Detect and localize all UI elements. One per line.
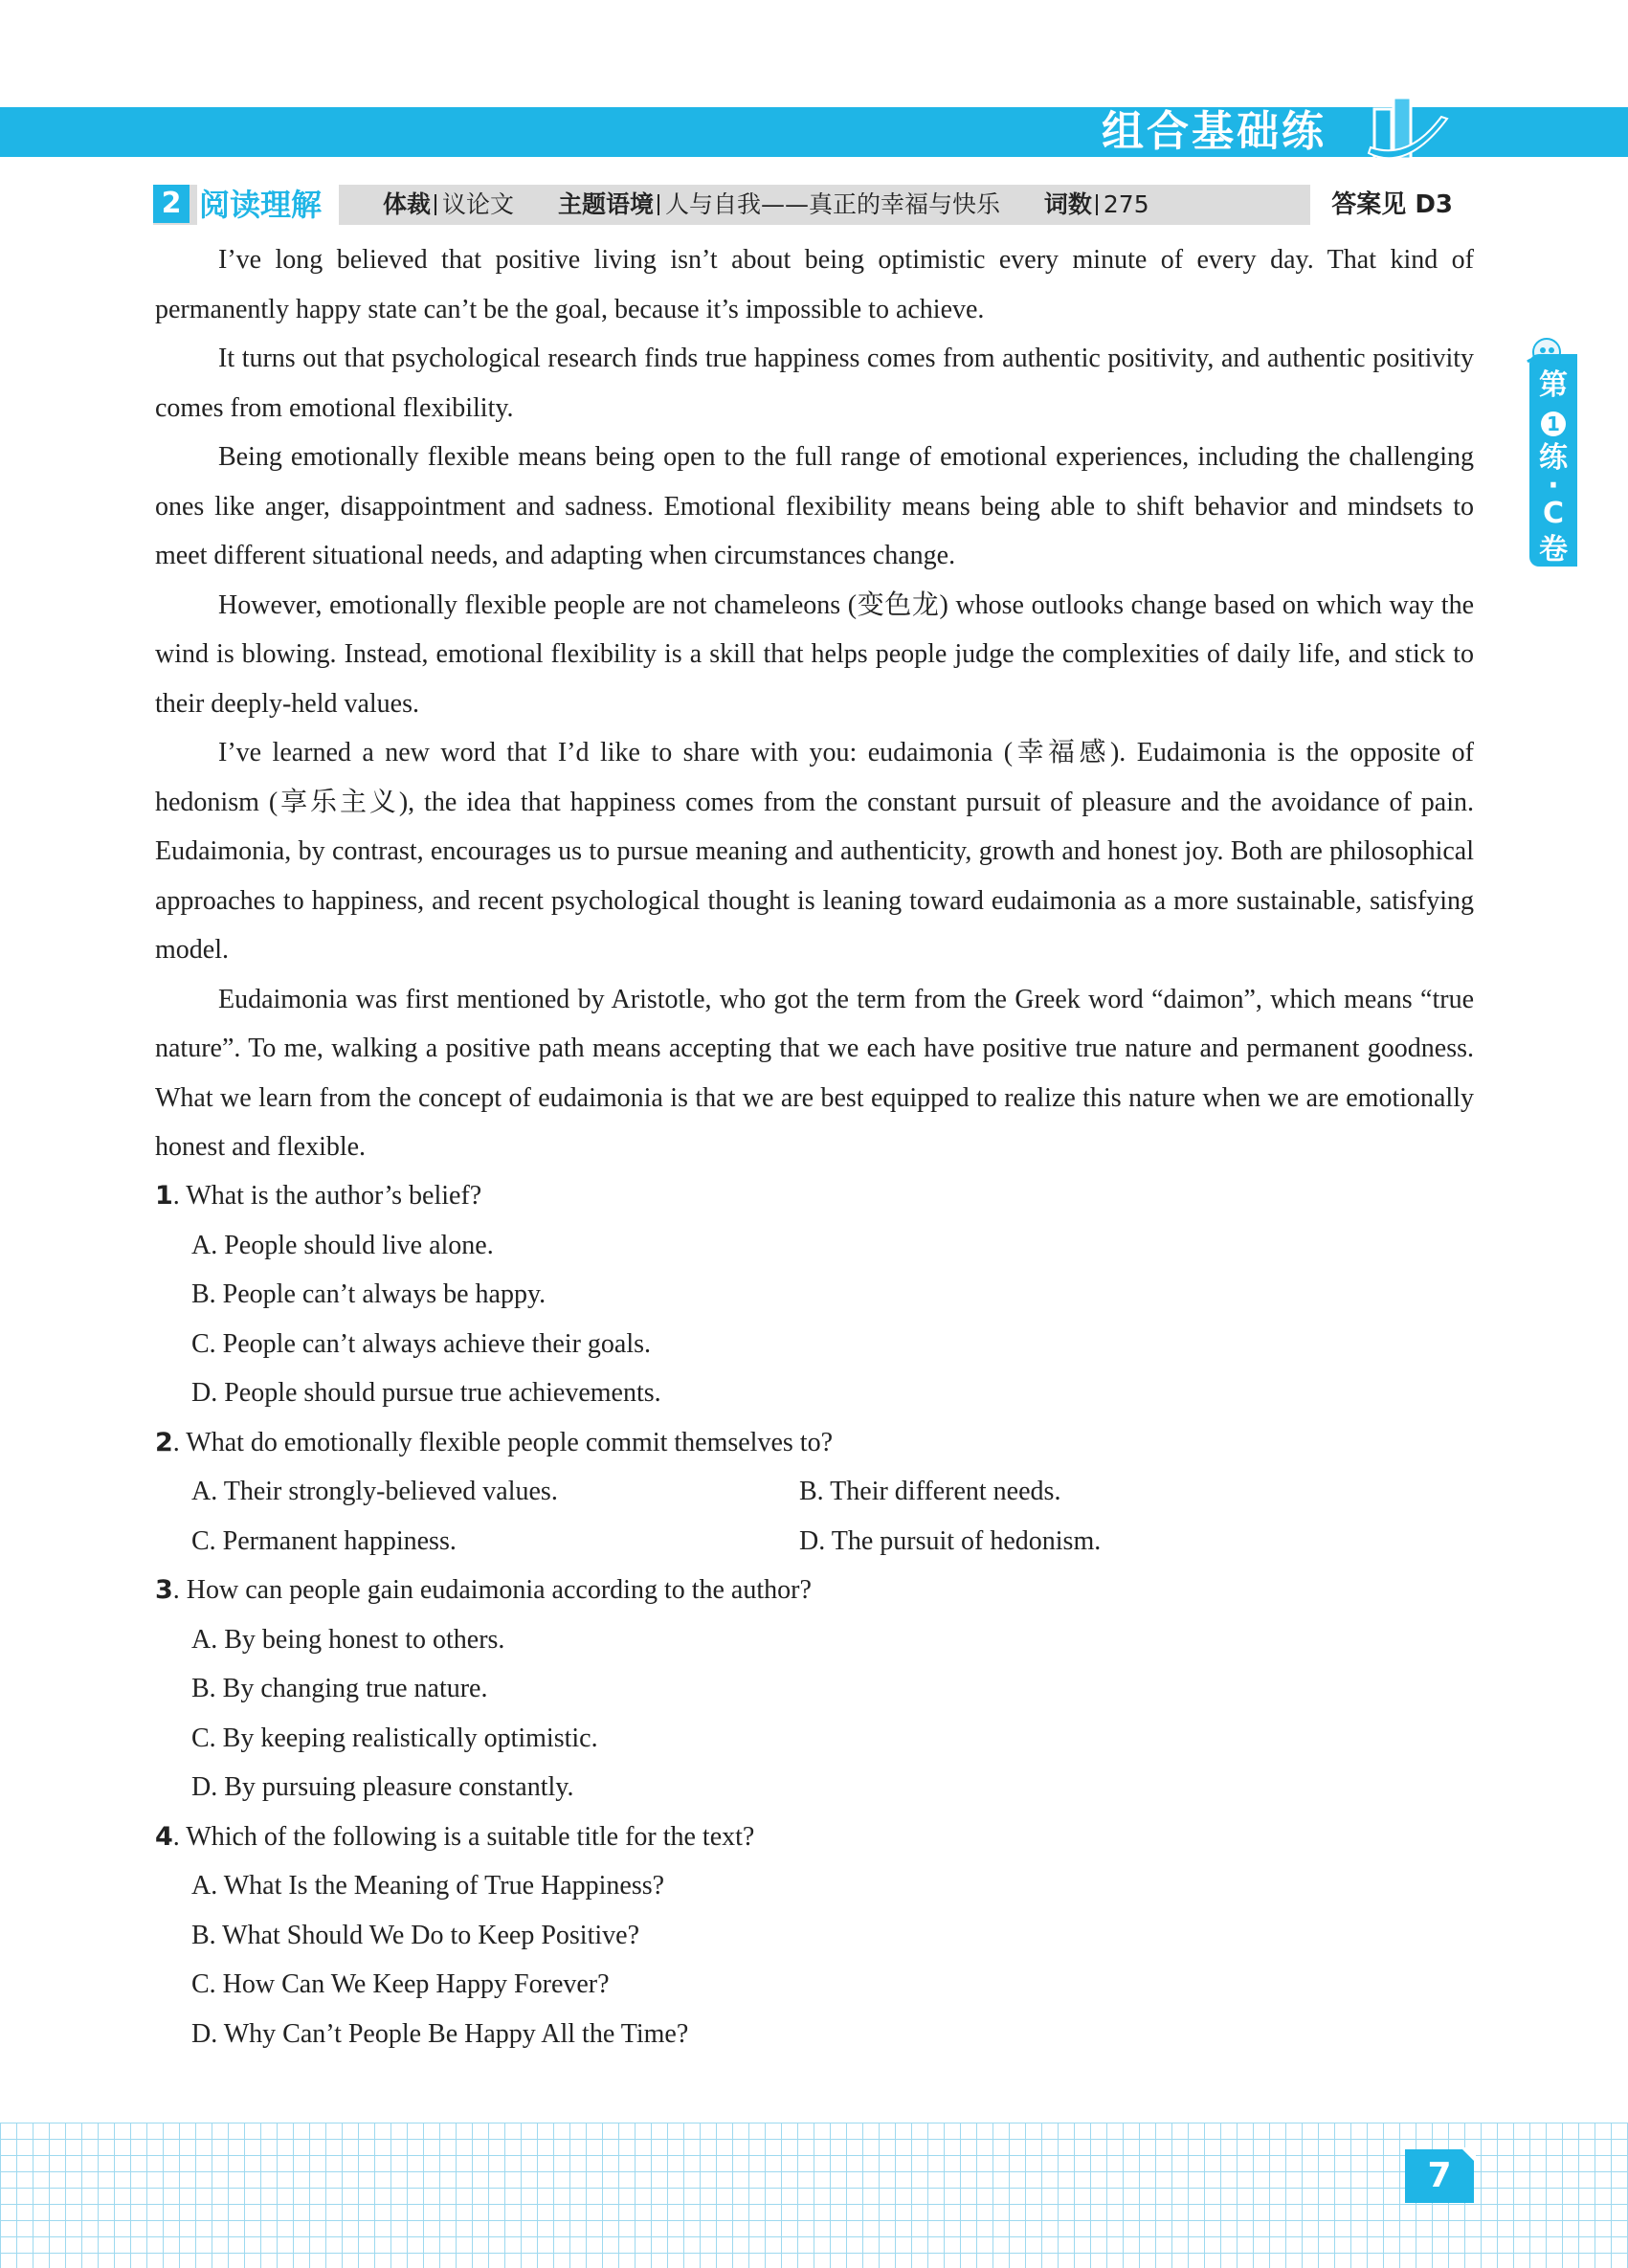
separator xyxy=(435,194,436,215)
separator xyxy=(1096,194,1098,215)
answer-option: A. What Is the Meaning of True Happiness? xyxy=(191,1871,665,1901)
section-title: 阅读理解 xyxy=(197,185,339,225)
side-tab-line: · xyxy=(1548,469,1559,502)
answer-option: B. People can’t always be happy. xyxy=(191,1279,546,1309)
paragraph: I’ve learned a new word that I’d like to share with you: eudaimonia (幸福感). Eudaimonia is the opposite of hedonism (享乐主义), the idea that happiness comes from the constant pursuit of pleasure and the avoidance of pain. Eudaimonia, by contrast, encourages us to pursue meaning and authenticity, growth and honest joy. Both are philosophical approaches to happiness, and recent psychological thought is leaning toward eudaimonia as a more sustainable, satisfying model. xyxy=(155,738,1474,965)
paragraph: Eudaimonia was first mentioned by Aristotle, who got the term from the Greek word “daimon”, which means “true nature”. To me, walking a positive path means accepting that we each have positive true nature and permanent goodness. What we learn from the concept of eudaimonia is that we are best equipped to realize this nature when we are emotionally honest and flexible. xyxy=(155,984,1474,1162)
answer-option: B. By changing true nature. xyxy=(191,1674,488,1703)
answer-option: B. Their different needs. xyxy=(799,1477,1061,1506)
side-tab-line: 第 xyxy=(1539,368,1568,402)
question-text: . What is the author’s belief? xyxy=(172,1181,482,1211)
option-row xyxy=(191,1517,1474,1567)
banner-title: 组合基础练 xyxy=(1102,107,1327,156)
question-number: 4 xyxy=(155,1821,173,1852)
page-number: 7 xyxy=(1405,2149,1474,2203)
separator xyxy=(658,194,659,215)
wordcount-label: 词数 xyxy=(1043,190,1092,218)
question-list xyxy=(155,1171,1474,2058)
answer-option: C. People can’t always achieve their goals. xyxy=(191,1328,651,1359)
side-tab-line: 卷 xyxy=(1539,533,1568,567)
reading-passage xyxy=(155,235,1474,1172)
answer-option: A. People should live alone. xyxy=(191,1230,494,1260)
wordcount-value: 275 xyxy=(1103,190,1149,218)
question-number: 2 xyxy=(155,1427,173,1457)
answer-reference: 答案见 D3 xyxy=(1310,185,1474,225)
genre-value: 议论文 xyxy=(442,190,515,218)
paragraph: It turns out that psychological research finds true happiness comes from authentic positivity, and authentic positivity comes from emotional flexibility. xyxy=(155,344,1474,423)
genre-label: 体裁 xyxy=(383,190,432,218)
theme-value: 人与自我——真正的幸福与快乐 xyxy=(664,190,1000,218)
answer-option: C. Permanent happiness. xyxy=(191,1525,457,1556)
side-tab-label xyxy=(1529,367,1577,568)
answer-option: D. People should pursue true achievements. xyxy=(191,1378,661,1408)
question-text: . Which of the following is a suitable title for the text? xyxy=(172,1821,755,1852)
question-text: . How can people gain eudaimonia according to the author? xyxy=(172,1575,812,1605)
question-stem xyxy=(155,1566,1474,1615)
answer-option: D. The pursuit of hedonism. xyxy=(799,1525,1102,1556)
book-logo-icon xyxy=(1359,92,1455,168)
side-tab-line: 练 xyxy=(1539,441,1568,475)
answer-option: D. Why Can’t People Be Happy All the Time? xyxy=(191,2018,689,2049)
question-number: 1 xyxy=(155,1181,173,1211)
question-stem xyxy=(155,1812,1474,1862)
answer-option: B. What Should We Do to Keep Positive? xyxy=(191,1920,640,1950)
footer-grid xyxy=(0,2123,1628,2268)
section-number: 2 xyxy=(153,185,190,223)
section-meta xyxy=(383,185,1149,225)
answer-option: C. How Can We Keep Happy Forever? xyxy=(191,1969,610,1999)
answer-option: A. By being honest to others. xyxy=(191,1624,505,1655)
paragraph: However, emotionally flexible people are not chameleons (变色龙) whose outlooks change based on which way the wind is blowing. Instead, emotional flexibility is a skill that helps people judge the complexities of daily life, and stick to their deeply-held values. xyxy=(155,589,1474,719)
paragraph: Being emotionally flexible means being open to the full range of emotional experiences, including the challenging ones like anger, disappointment and sadness. Emotional flexibility means being able to shift behavior and mindsets to meet different situational needs, and adapting when circumstances change. xyxy=(155,442,1474,570)
theme-label: 主题语境 xyxy=(557,190,654,218)
question-stem xyxy=(155,1418,1474,1468)
question-number: 3 xyxy=(155,1575,173,1605)
answer-option: C. By keeping realistically optimistic. xyxy=(191,1723,598,1753)
side-tab-number: 1 xyxy=(1541,411,1566,436)
section-header xyxy=(153,185,1474,225)
question-stem xyxy=(155,1171,1474,1221)
answer-option: A. Their strongly-believed values. xyxy=(191,1477,558,1506)
side-tab xyxy=(1529,354,1577,567)
answer-option: D. By pursuing pleasure constantly. xyxy=(191,1772,574,1802)
paragraph: I’ve long believed that positive living isn’t about being optimistic every minute of every day. That kind of permanently happy state can’t be the goal, because it’s impossible to achieve. xyxy=(155,245,1474,324)
option-row xyxy=(191,1467,1474,1517)
side-tab-line: C xyxy=(1542,497,1565,530)
question-text: . What do emotionally flexible people commit themselves to? xyxy=(172,1427,833,1457)
